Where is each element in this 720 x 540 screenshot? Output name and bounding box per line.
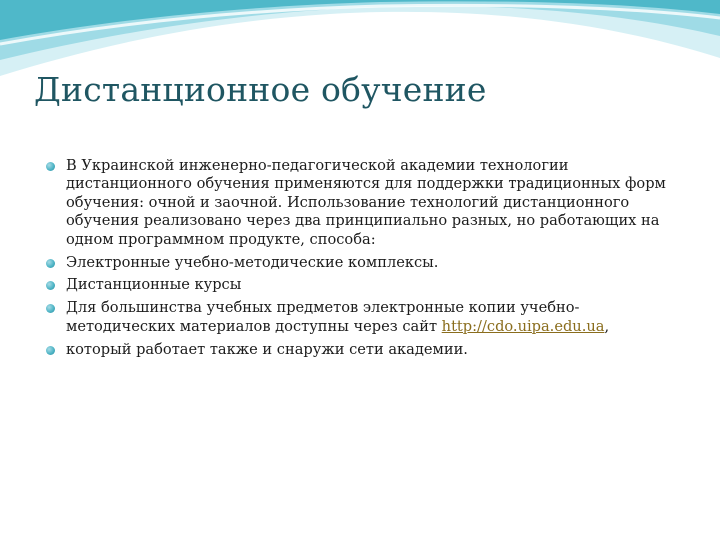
list-item [44, 254, 684, 272]
list-item [44, 341, 684, 359]
bullet-icon [46, 281, 55, 290]
site-link[interactable]: http://cdo.uipa.edu.ua [441, 317, 605, 335]
bullet-list [44, 157, 684, 359]
bullet-text: Электронные учебно-методические комплексы. [66, 253, 439, 271]
bullet-icon [46, 259, 55, 268]
bullet-icon [46, 304, 55, 313]
bullet-text: В Украинской инженерно-педагогической академии технологии дистанционного обучения применяются для поддержки традиционных форм обучения: очной и заочной. Использование технологий дистанционного обучения реализовано через два принципиально разных, но работающих на одном программном продукте, способа: [66, 157, 666, 248]
list-item [44, 276, 684, 294]
bullet-text: Дистанционные курсы [66, 276, 242, 294]
bullet-icon [46, 162, 55, 171]
list-item [44, 157, 684, 249]
bullet-text: который работает также и снаружи сети академии. [66, 340, 468, 358]
bullet-text-suffix: , [604, 317, 610, 335]
list-item [44, 299, 684, 336]
slide-content [44, 157, 684, 364]
slide-title: Дистанционное обучение [34, 70, 487, 109]
bullet-icon [46, 346, 55, 355]
bullet-text: Для большинства учебных предметов электронные копии учебно-методических материалов доступны через сайт [66, 299, 580, 335]
